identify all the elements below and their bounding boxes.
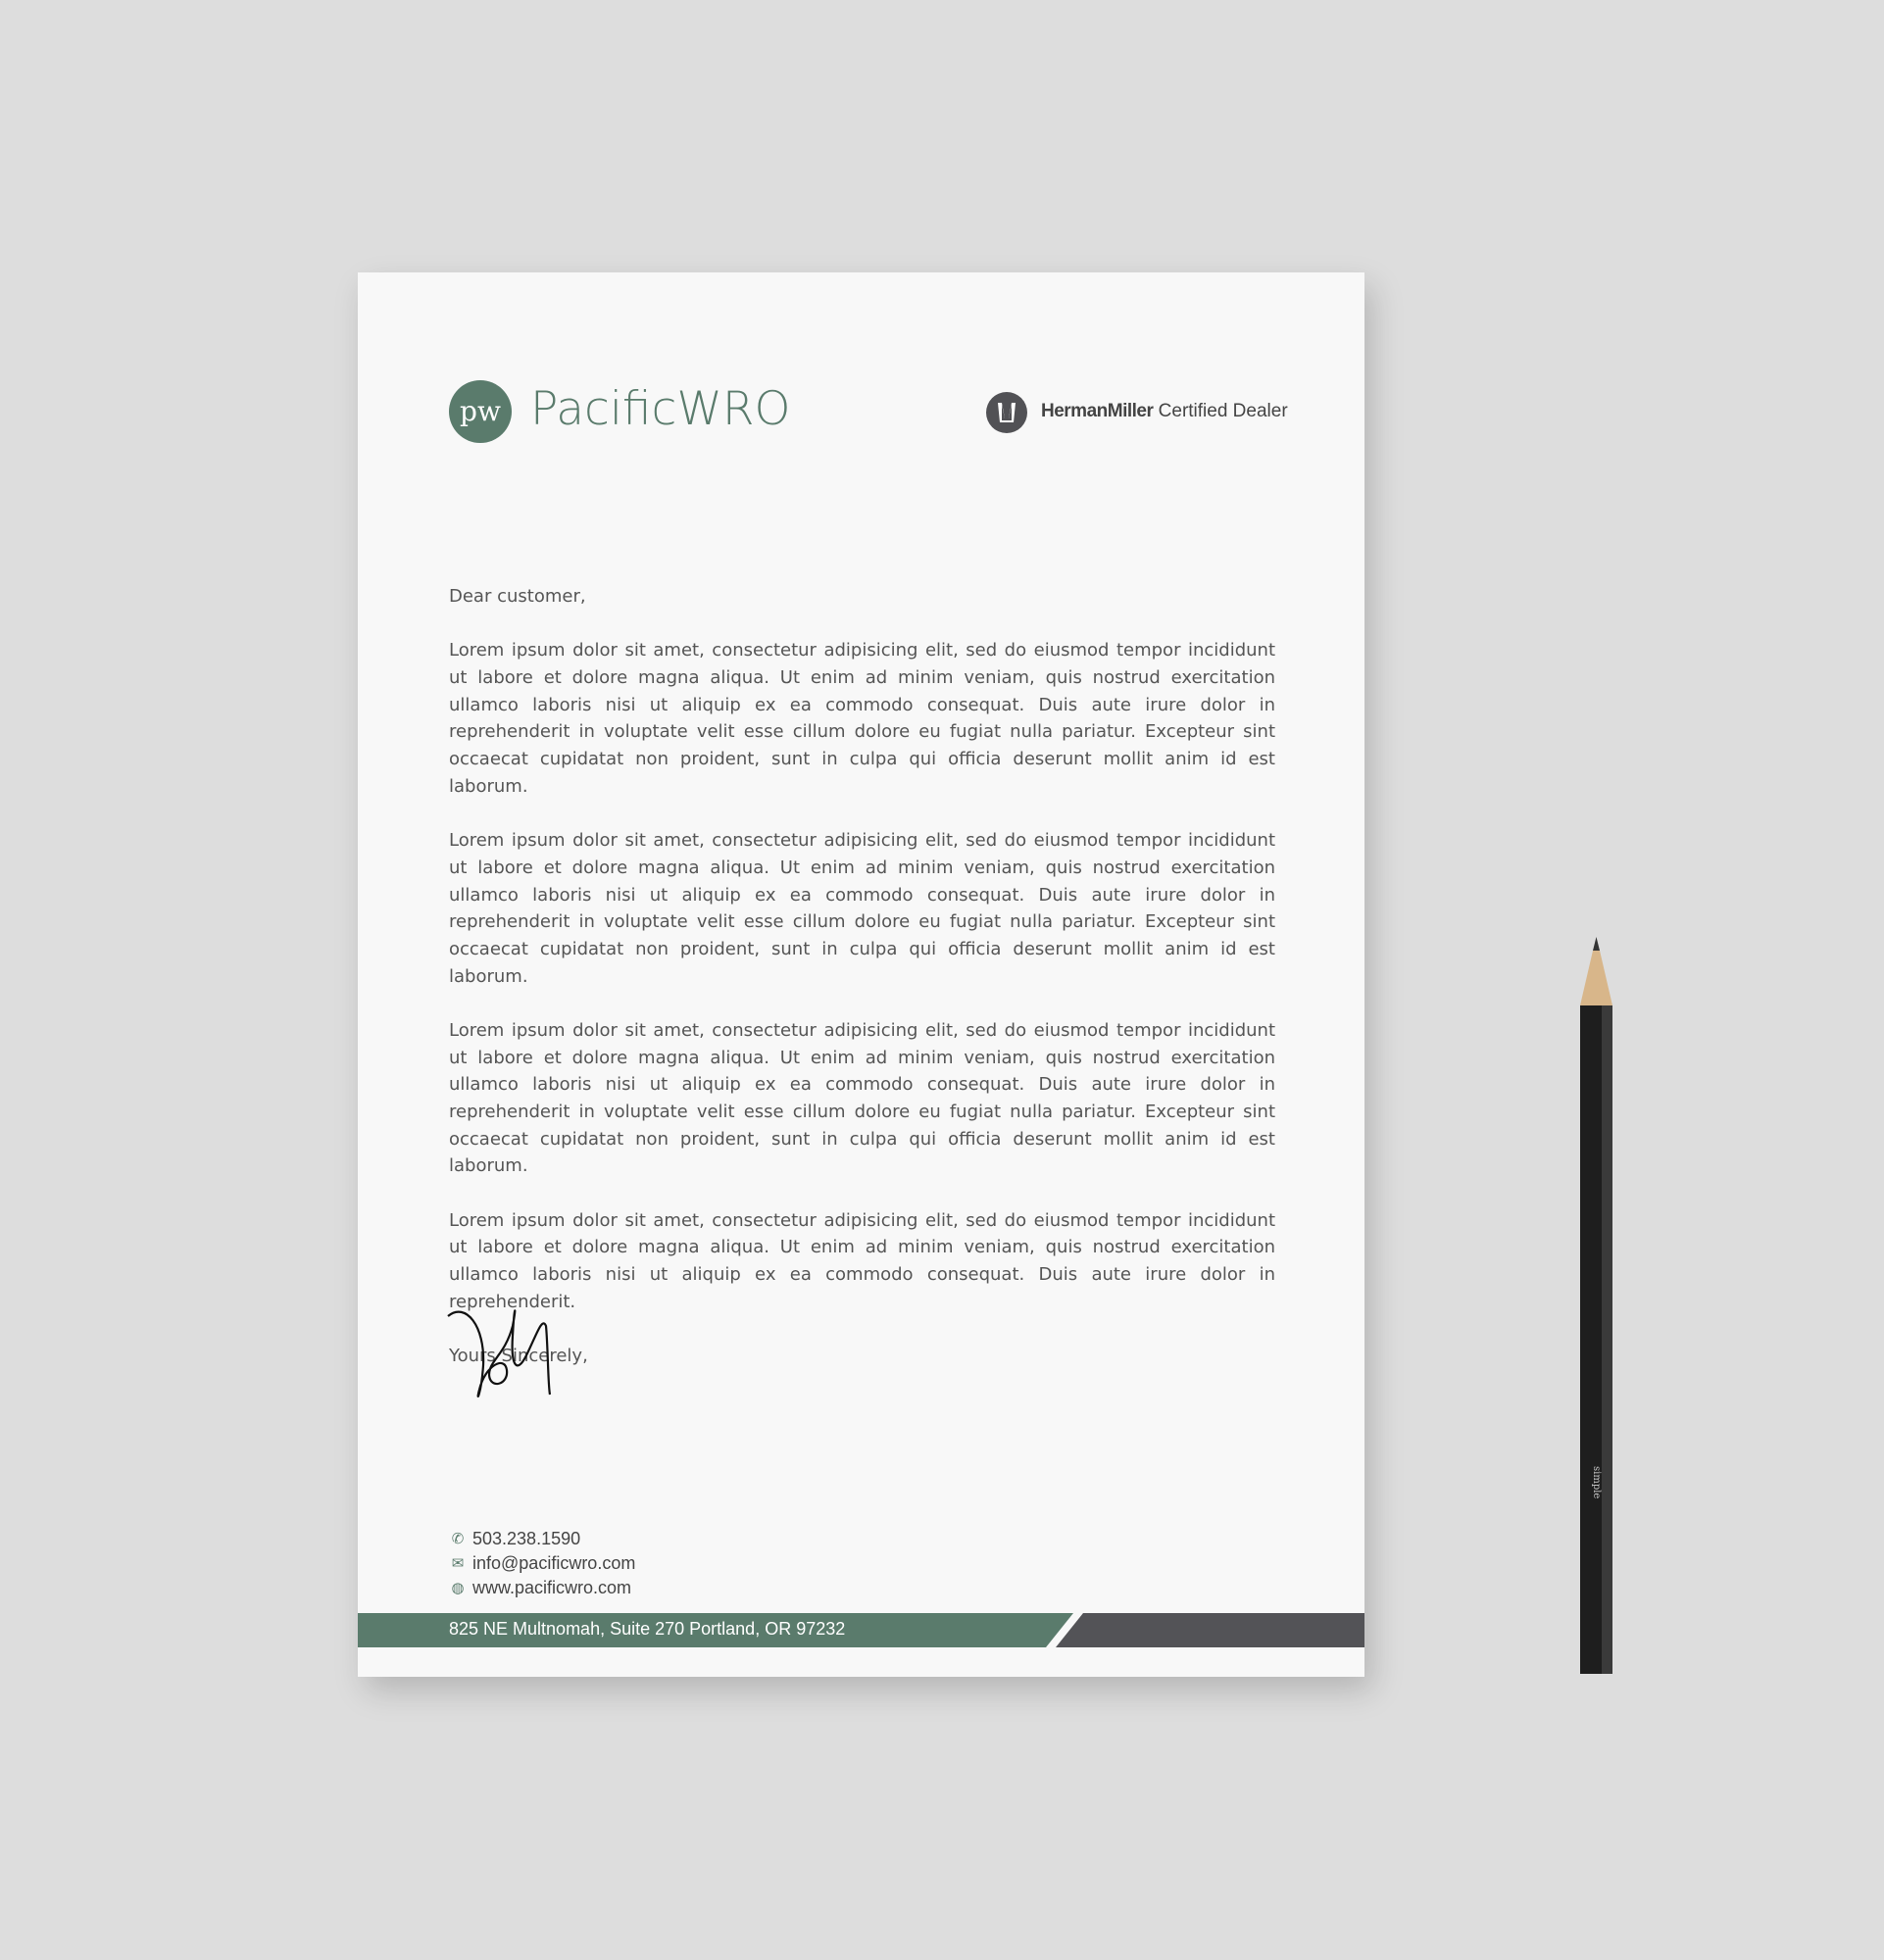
paragraph: Lorem ipsum dolor sit amet, consectetur adipisicing elit, sed do eiusmod tempor incididunt ut labore et dolore magna aliqua. Ut enim ad minim veniam, quis nostrud exercitation ullamco laboris nisi ut aliquip ex ea commodo consequat. Duis aute irure dolor in reprehenderit in voluptate velit esse cillum dolore eu fugiat nulla pariatur. Excepteur sint occaecat cupidatat non proident, sunt in culpa qui officia deserunt mollit anim id est laborum. bbox=[449, 830, 1275, 987]
pacificwro-logo-mark: pw bbox=[449, 380, 512, 443]
dealer-brand: HermanMiller bbox=[1041, 401, 1154, 421]
paragraph: Lorem ipsum dolor sit amet, consectetur adipisicing elit, sed do eiusmod tempor incididunt ut labore et dolore magna aliqua. Ut enim ad minim veniam, quis nostrud exercitation ullamco laboris nisi ut aliquip ex ea commodo consequat. Duis aute irure dolor in reprehenderit. bbox=[449, 1209, 1275, 1312]
dealer-badge bbox=[1041, 401, 1288, 422]
paragraph: Lorem ipsum dolor sit amet, consectetur adipisicing elit, sed do eiusmod tempor incididunt ut labore et dolore magna aliqua. Ut enim ad minim veniam, quis nostrud exercitation ullamco laboris nisi ut aliquip ex ea commodo consequat. Duis aute irure dolor in reprehenderit in voluptate velit esse cillum dolore eu fugiat nulla pariatur. Excepteur sint occaecat cupidatat non proident, sunt in culpa qui officia deserunt mollit anim id est laborum. bbox=[449, 640, 1275, 797]
phone-number: 503.238.1590 bbox=[472, 1529, 581, 1548]
paragraph: Lorem ipsum dolor sit amet, consectetur adipisicing elit, sed do eiusmod tempor incididunt ut labore et dolore magna aliqua. Ut enim ad minim veniam, quis nostrud exercitation ullamco laboris nisi ut aliquip ex ea commodo consequat. Duis aute irure dolor in reprehenderit in voluptate velit esse cillum dolore eu fugiat nulla pariatur. Excepteur sint occaecat cupidatat non proident, sunt in culpa qui officia deserunt mollit anim id est laborum. bbox=[449, 1019, 1275, 1177]
greeting: Dear customer, bbox=[449, 586, 586, 607]
signature bbox=[446, 1297, 573, 1409]
website-url: www.pacificwro.com bbox=[472, 1578, 632, 1597]
contact-info bbox=[449, 1527, 635, 1600]
dealer-label: Certified Dealer bbox=[1158, 401, 1288, 421]
pencil bbox=[1580, 937, 1612, 1674]
closing: Yours Sincerely, bbox=[449, 1346, 588, 1367]
pencil-brand: simple bbox=[1591, 1466, 1602, 1499]
globe-icon: ◍ bbox=[451, 1580, 465, 1596]
brand-name: PacificWRO bbox=[530, 382, 791, 436]
phone-icon: ✆ bbox=[451, 1531, 465, 1547]
email-address: info@pacificwro.com bbox=[472, 1553, 636, 1573]
letterhead-paper bbox=[358, 272, 1364, 1677]
email-icon: ✉ bbox=[451, 1555, 465, 1572]
footer-address: 825 NE Multnomah, Suite 270 Portland, OR 97232 bbox=[449, 1619, 846, 1639]
herman-miller-logo-icon bbox=[986, 392, 1027, 433]
letter-body bbox=[449, 583, 1275, 1396]
